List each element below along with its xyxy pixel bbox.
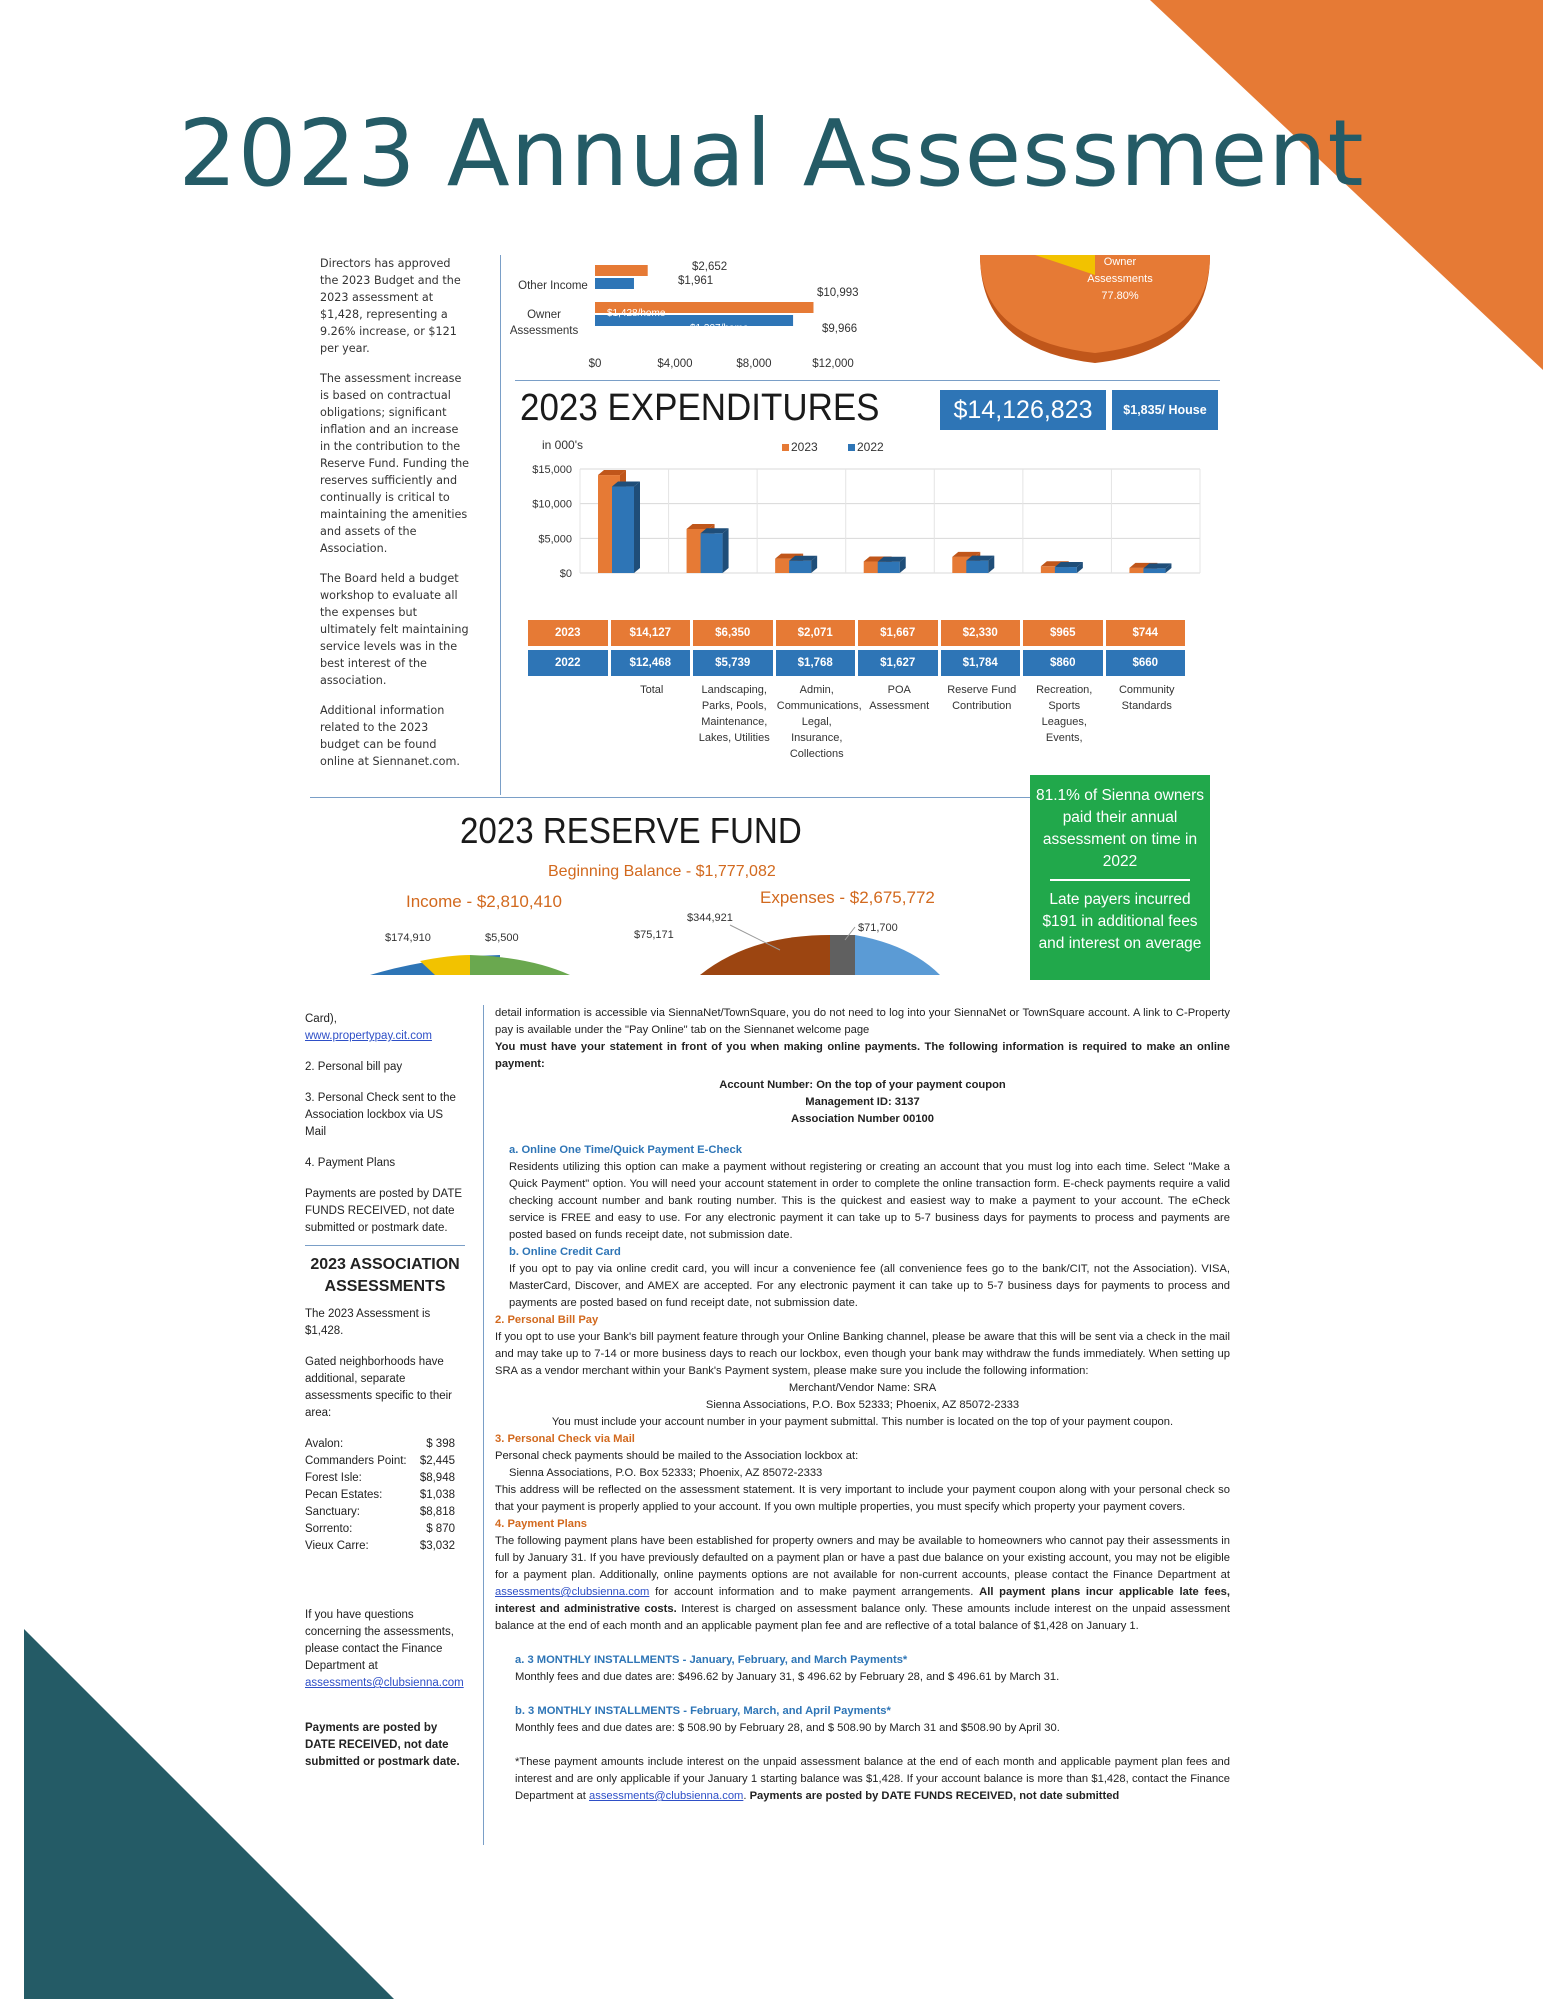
- check-heading: 3. Personal Check via Mail: [495, 1433, 635, 1445]
- expense-bar: [701, 533, 723, 573]
- y-tick: $5,000: [538, 533, 572, 546]
- legend-2023: 2023: [782, 440, 818, 454]
- income-bar: [595, 265, 648, 276]
- management-id: Management ID: 3137: [805, 1096, 920, 1108]
- data-label: $1,307/home: [690, 323, 749, 334]
- table-cell: $965: [1023, 620, 1103, 646]
- data-label: $1,428/home: [607, 308, 666, 319]
- gated-list: [305, 1436, 465, 1555]
- gated-name: Sanctuary:: [305, 1506, 360, 1518]
- payment-sidebar: [305, 1005, 465, 1785]
- table-row: [528, 650, 1188, 676]
- gated-amount: $1,038: [419, 1489, 455, 1501]
- sidebar-divider: [305, 1245, 465, 1246]
- table-cell: $5,739: [693, 650, 773, 676]
- gated-amount: $2,445: [419, 1455, 455, 1467]
- category-label: Landscaping, Parks, Pools, Maintenance, Lakes, Utilities: [698, 684, 770, 744]
- expenditures-table: [528, 620, 1188, 680]
- expense-bar: [1143, 568, 1165, 573]
- x-tick: $0: [588, 358, 602, 370]
- gated-name: Forest Isle:: [305, 1472, 362, 1484]
- table-row: [528, 620, 1188, 646]
- email-link[interactable]: assessments@clubsienna.com: [589, 1790, 744, 1802]
- gated-item: [305, 1504, 455, 1521]
- must-text: You must have your statement in front of you when making online payments. The following information is required to make an online payment:: [495, 1041, 1230, 1070]
- table-cell: $6,350: [693, 620, 773, 646]
- table-cell: $12,468: [611, 650, 691, 676]
- divider-horizontal: [515, 380, 1220, 381]
- merchant-address: Sienna Associations, P.O. Box 52333; Phoenix, AZ 85072-2333: [705, 1399, 1020, 1411]
- gated-name: Avalon:: [305, 1438, 344, 1450]
- y-tick: $15,000: [532, 464, 572, 476]
- section-b-body: If you opt to pay via online credit card, you will incur a convenience fee (all convenience fees go to the bank/CIT, not the Association). VISA, MasterCard, Discover, and AMEX are accepted. For any electronic payment it can take up to 5-7 business days for payments to process and payments are posted based on fund receipt date, not submission date.: [509, 1263, 1230, 1309]
- plan-a-heading: a. 3 MONTHLY INSTALLMENTS - January, February, and March Payments*: [515, 1654, 908, 1666]
- check-body: Personal check payments should be mailed to the Association lockbox at:: [495, 1450, 859, 1462]
- gated-name: Vieux Carre:: [305, 1540, 369, 1552]
- merchant-name: Merchant/Vendor Name: SRA: [788, 1382, 937, 1394]
- plan-b-body: Monthly fees and due dates are: $ 508.90 by February 28, and $ 508.90 by March 31 and $508.90 by April 30.: [515, 1722, 1060, 1734]
- gated-item: [305, 1453, 455, 1470]
- expense-bar-side: [723, 528, 729, 573]
- gated-name: Commanders Point:: [305, 1455, 407, 1467]
- gated-name: Sorrento:: [305, 1523, 353, 1535]
- posted-note: Payments are posted by DATE RECEIVED, not date submitted or postmark date.: [305, 1722, 460, 1768]
- on-time-callout: [1030, 775, 1210, 980]
- category-label: POA Assessment: [869, 684, 930, 712]
- expenditures-chart: [520, 455, 1210, 620]
- callout-stat: 81.1% of Sienna owners paid their annual assessment on time in 2022: [1035, 787, 1205, 870]
- category-label: Community Standards: [1118, 684, 1175, 712]
- expense-bar: [612, 487, 634, 573]
- reserve-expenses: Expenses - $2,675,772: [760, 888, 935, 907]
- gated-amount: $ 870: [426, 1523, 455, 1535]
- email-link[interactable]: assessments@clubsienna.com: [495, 1586, 650, 1598]
- sidebar-text: [305, 1011, 465, 1045]
- check-body: This address will be reflected on the assessment statement. It is very important to include your payment coupon along with your personal check so that your payment is properly applied to your account. If you own multiple properties, you must specify which property your payment covers.: [495, 1484, 1230, 1513]
- section-b-heading: b. Online Credit Card: [509, 1246, 621, 1258]
- expenditures-total: $14,126,823: [940, 390, 1106, 430]
- gated-amount: $8,818: [419, 1506, 455, 1518]
- pie-label: Owner: [1103, 256, 1137, 268]
- table-cell: $2,330: [941, 620, 1021, 646]
- intro-paragraph: Additional information related to the 2023 budget can be found online at Siennanet.com.: [320, 704, 460, 768]
- table-cell: $1,784: [941, 650, 1021, 676]
- table-row-header: 2022: [528, 650, 608, 676]
- table-cell: $860: [1023, 650, 1103, 676]
- payment-instructions: [495, 1005, 1230, 1805]
- income-row-label: Owner: [527, 309, 561, 321]
- section-a-body: Residents utilizing this option can make a payment without registering or creating an account that you must log into each time. Select "Make a Quick Payment" option. You will need your account statement in order to complete the online transaction form. E-check payments require a valid checking account number and bank routing number. This is the quickest and easiest way to make a payment to your account. The eCheck service is FREE and easy to use. For any electronic payment it can take up to 5-7 business days for payments to process and payments are posted based on funds receipt date, not submission date.: [509, 1161, 1230, 1241]
- expense-bar: [878, 562, 900, 573]
- table-row-header: 2023: [528, 620, 608, 646]
- association-number: Association Number 00100: [790, 1113, 934, 1125]
- data-label: $2,652: [692, 261, 728, 273]
- page-title: 2023 Annual Assessment: [178, 100, 1365, 207]
- expense-bar: [966, 561, 988, 573]
- y-tick: $0: [559, 568, 572, 580]
- assoc-title: 2023 ASSOCIATION ASSESSMENTS: [310, 1256, 460, 1295]
- table-cell: $744: [1106, 620, 1186, 646]
- reserve-income: Income - $2,810,410: [406, 892, 562, 911]
- callout-divider: [1050, 879, 1190, 881]
- income-row-label: Other Income: [518, 280, 588, 292]
- gated-amount: $3,032: [419, 1540, 455, 1552]
- data-label: $1,961: [678, 275, 714, 287]
- per-house-badge: $1,835/ House: [1112, 390, 1218, 430]
- expense-bar: [789, 561, 811, 573]
- divider-horizontal: [310, 797, 1030, 798]
- x-tick: $4,000: [657, 358, 693, 370]
- bill-pay-body: If you opt to use your Bank's bill payment feature through your Online Banking channel, please be aware that this will be sent via a check in the mail and may take up to 7-14 or more business days to reach our lockbox, even though your bank may withdraw the funds immediately. When setting up SRA as a vendor merchant within your Bank's Payment system, please make sure you include the following information:: [495, 1331, 1230, 1377]
- intro-paragraph: The assessment increase is based on contractual obligations; significant inflation and an increase in the contribution to the Reserve Fund. Funding the reserves sufficiently and continually is critical to maintaining the amenities and assets of the Association.: [320, 372, 470, 555]
- data-label: $9,966: [822, 323, 858, 335]
- x-tick: $8,000: [736, 358, 772, 370]
- table-cell: $1,667: [858, 620, 938, 646]
- x-tick: $12,000: [812, 358, 854, 370]
- plans-body: The following payment plans have been established for property owners and may be available to homeowners who cannot pay their assessments in full by January 31. If you have previously defaulted on a payment plan or have a past due balance on your existing account, you may not be eligible for a payment plan. Additionally, online payments options are not available for non-current accounts, please contact the Finance Department at assessments@clubsienna.com for account information and to make payment arrangements. All payment plans incur applicable late fees, interest and administrative costs. Interest is charged on assessment balance only. These amounts include interest on the unpaid assessment balance at the end of each month and an applicable payment plan fee and are reflective of a total balance of $1,428 on January 1.: [495, 1535, 1231, 1632]
- units-label: in 000's: [542, 438, 583, 452]
- expense-bar-side: [634, 482, 640, 573]
- plan-a-body: Monthly fees and due dates are: $496.62 by January 31, $ 496.62 by February 28, and $ 496.61 by March 31.: [515, 1671, 1060, 1683]
- reserve-title: 2023 RESERVE FUND: [460, 810, 802, 851]
- pie-label: $71,700: [858, 922, 898, 934]
- legend-2022: 2022: [848, 440, 884, 454]
- pie-label: $75,171: [634, 929, 674, 941]
- sidebar-text-card: Card),: [305, 1013, 337, 1025]
- section-a-heading: a. Online One Time/Quick Payment E-Check: [509, 1144, 742, 1156]
- gated-item: [305, 1470, 455, 1487]
- include-note: You must include your account number in your payment submittal. This number is located on the top of your payment coupon.: [551, 1416, 1174, 1428]
- budget-infographic: [310, 255, 1220, 975]
- payment-info: [305, 1005, 1230, 1845]
- divider-vertical: [500, 255, 501, 795]
- gated-item: [305, 1487, 455, 1504]
- sidebar-text: 2. Personal bill pay: [305, 1061, 403, 1073]
- intro-paragraph: The Board held a budget workshop to evaluate all the expenses but ultimately felt maintaining service levels was in the best interest of the association.: [320, 572, 469, 687]
- pie-label: $344,921: [687, 912, 733, 924]
- assoc-text: The 2023 Assessment is $1,428.: [305, 1308, 431, 1337]
- plans-heading: 4. Payment Plans: [495, 1518, 588, 1530]
- expense-bar: [1055, 567, 1077, 573]
- propertypay-link[interactable]: www.propertypay.cit.com: [305, 1030, 432, 1042]
- email-link[interactable]: assessments@clubsienna.com: [305, 1677, 464, 1689]
- gated-name: Pecan Estates:: [305, 1489, 383, 1501]
- account-number: Account Number: On the top of your payment coupon: [719, 1079, 1006, 1091]
- budget-intro: [320, 255, 470, 783]
- gated-amount: $8,948: [419, 1472, 455, 1484]
- assoc-text: Gated neighborhoods have additional, separate assessments specific to their area:: [305, 1356, 453, 1419]
- bill-pay-heading: 2. Personal Bill Pay: [495, 1314, 599, 1326]
- gated-item: [305, 1521, 455, 1538]
- intro-paragraph: Directors has approved the 2023 Budget and the 2023 assessment at $1,428, representing a 9.26% increase, or $121 per year.: [320, 257, 461, 355]
- income-pie: [975, 255, 1220, 375]
- category-label: Total: [640, 684, 664, 696]
- gated-item: [305, 1538, 455, 1555]
- beginning-balance: Beginning Balance - $1,777,082: [548, 863, 776, 880]
- table-cell: $2,071: [776, 620, 856, 646]
- table-cell: $14,127: [611, 620, 691, 646]
- sidebar-text: 4. Payment Plans: [305, 1157, 396, 1169]
- income-chart-ext: [770, 255, 890, 380]
- data-label: $10,993: [817, 287, 859, 299]
- plans-note: *These payment amounts include interest on the unpaid assessment balance at the end of each month and applicable payment plan fees and interest and are only applicable if your January 1 starting balance was $1,428. If your account balance is more than $1,428, contact the Finance Department at assessments@clubsienna.com. Payments are posted by DATE FUNDS RECEIVED, not date submitted: [515, 1756, 1230, 1802]
- category-label: Admin, Communications, Legal, Insurance, Collections: [776, 684, 862, 760]
- divider-vertical: [483, 1005, 484, 1845]
- income-bar: [595, 278, 634, 289]
- plan-b-heading: b. 3 MONTHLY INSTALLMENTS - February, March, and April Payments*: [515, 1705, 891, 1717]
- reserve-pies: [310, 895, 1030, 975]
- income-row-label: Assessments: [509, 325, 579, 337]
- pie-label: $174,910: [385, 932, 431, 944]
- questions-text: If you have questions concerning the assessments, please contact the Finance Department at assessments@clubsienna.com: [305, 1609, 464, 1689]
- intro-text: detail information is accessible via SiennaNet/TownSquare, you do not need to log into your SiennaNet or TownSquare account. A link to C-Property pay is available under the "Pay Online" tab on the Siennanet welcome page: [495, 1007, 1230, 1036]
- category-label: Reserve Fund Contribution: [947, 684, 1017, 712]
- gated-amount: $ 398: [426, 1438, 455, 1450]
- y-tick: $10,000: [532, 498, 572, 511]
- pie-label: Assessments: [1087, 273, 1153, 285]
- sidebar-text: Payments are posted by DATE FUNDS RECEIVED, not date submitted or postmark date.: [305, 1188, 463, 1234]
- callout-stat: Late payers incurred $191 in additional fees and interest on average: [1038, 891, 1202, 952]
- pie-label: $5,500: [485, 932, 519, 944]
- category-label: Recreation, Sports Leagues, Events,: [1036, 684, 1093, 744]
- gated-item: [305, 1436, 455, 1453]
- table-cell: $660: [1106, 650, 1186, 676]
- check-address: Sienna Associations, P.O. Box 52333; Phoenix, AZ 85072-2333: [509, 1467, 823, 1479]
- expenditures-title: 2023 EXPENDITURES: [520, 387, 880, 429]
- sidebar-text: 3. Personal Check sent to the Association lockbox via US Mail: [305, 1092, 456, 1138]
- pie-label: 77.80%: [1101, 290, 1139, 302]
- table-cell: $1,768: [776, 650, 856, 676]
- table-cell: $1,627: [858, 650, 938, 676]
